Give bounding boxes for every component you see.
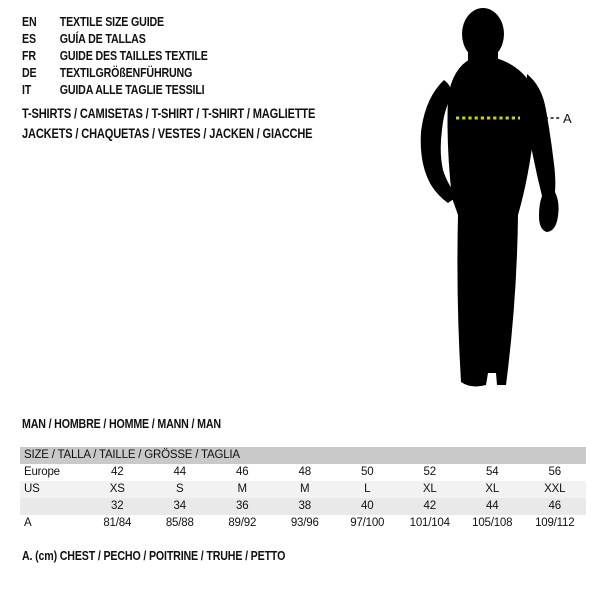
- table-cell: 44: [486, 500, 499, 512]
- table-cell: 44: [173, 466, 186, 478]
- table-row-numeric: [20, 498, 586, 515]
- table-cell: 42: [423, 500, 436, 512]
- table-cell: 85/88: [165, 517, 194, 529]
- row-label: A: [24, 517, 32, 529]
- row-label: Europe: [24, 466, 60, 478]
- size-table-header: SIZE / TALLA / TAILLE / GRÖSSE / TAGLIA: [20, 447, 586, 464]
- silhouette-body: [448, 58, 537, 386]
- table-cell: 97/100: [350, 517, 385, 529]
- table-cell: XXL: [544, 483, 566, 495]
- table-row-chest-a: [20, 515, 586, 532]
- category-line-jackets: JACKETS / CHAQUETAS / VESTES / JACKEN / GIACCHE: [22, 126, 313, 141]
- language-code: EN: [22, 14, 37, 29]
- table-cell: 50: [361, 466, 374, 478]
- table-cell: 36: [236, 500, 249, 512]
- table-cell: 46: [236, 466, 249, 478]
- table-row-europe: [20, 464, 586, 481]
- man-silhouette: [403, 5, 579, 401]
- table-cell: 48: [298, 466, 311, 478]
- language-code: FR: [22, 48, 36, 63]
- table-cell: 52: [423, 466, 436, 478]
- table-cell: 93/96: [290, 517, 319, 529]
- table-cell: XL: [422, 483, 437, 495]
- table-row-us: [20, 481, 586, 498]
- language-label: TEXTILGRÖßENFÜHRUNG: [59, 65, 193, 80]
- table-cell: XL: [485, 483, 500, 495]
- table-cell: 46: [548, 500, 561, 512]
- table-cell: 101/104: [409, 517, 450, 529]
- table-cell: 54: [486, 466, 499, 478]
- table-cell: M: [237, 483, 247, 495]
- measurement-footnote: [22, 548, 343, 563]
- table-cell: S: [176, 483, 184, 495]
- silhouette-right-arm: [527, 74, 559, 232]
- table-cell: 89/92: [228, 517, 257, 529]
- row-label: [20, 498, 86, 515]
- language-label: TEXTILE SIZE GUIDE: [59, 14, 164, 29]
- table-cell: M: [300, 483, 310, 495]
- section-title-text: MAN / HOMBRE / HOMME / MANN / MAN: [22, 416, 221, 431]
- table-cell: XS: [109, 483, 125, 495]
- measure-label-a: A: [563, 111, 572, 126]
- table-cell: 56: [548, 466, 561, 478]
- row-label: US: [24, 483, 40, 495]
- language-label: GUIDE DES TAILLES TEXTILE: [59, 48, 208, 63]
- table-cell: 109/112: [535, 517, 575, 529]
- language-label: GUÍA DE TALLAS: [59, 31, 146, 46]
- table-cell: 42: [111, 466, 124, 478]
- table-cell: 34: [173, 500, 186, 512]
- table-cell: 32: [111, 500, 124, 512]
- language-code: ES: [22, 31, 36, 46]
- measurement-footnote-text: A. (cm) CHEST / PECHO / POITRINE / TRUHE / PETTO: [22, 548, 286, 563]
- language-code: IT: [22, 82, 32, 97]
- table-cell: 40: [361, 500, 374, 512]
- language-label: GUIDA ALLE TAGLIE TESSILI: [59, 82, 205, 97]
- table-cell: 38: [298, 500, 311, 512]
- language-code: DE: [22, 65, 37, 80]
- category-line-tshirts: T-SHIRTS / CAMISETAS / T-SHIRT / T-SHIRT / MAGLIETTE: [22, 106, 316, 121]
- table-cell: 81/84: [103, 517, 132, 529]
- section-title-man: [22, 416, 265, 431]
- size-table: [20, 447, 586, 532]
- table-cell: L: [364, 483, 371, 495]
- table-cell: 105/108: [472, 517, 513, 529]
